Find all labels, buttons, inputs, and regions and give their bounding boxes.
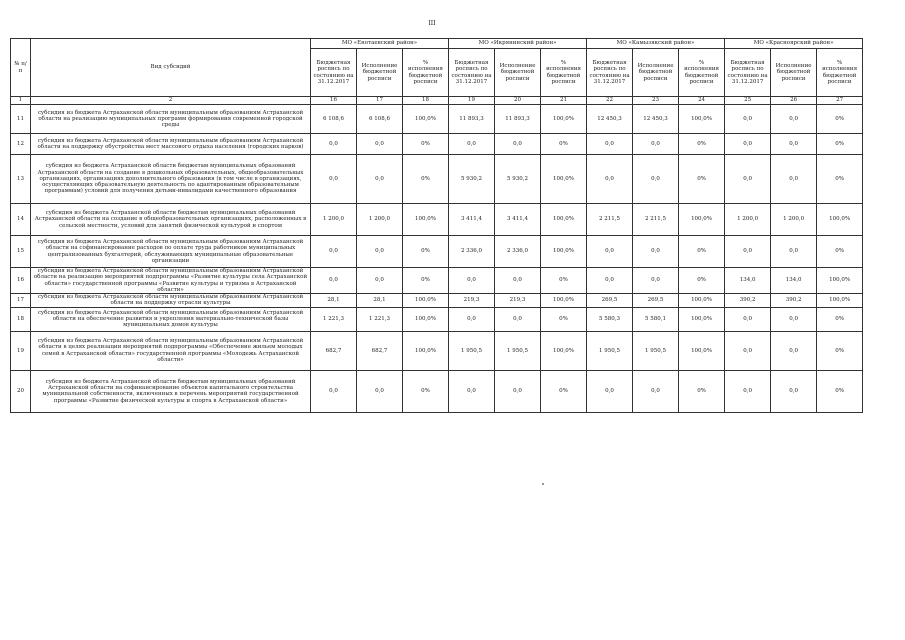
column-number: 19	[449, 97, 495, 105]
value-cell: 0,0	[587, 268, 633, 294]
header-district: МО «Икрянинский район»	[449, 39, 587, 49]
value-cell: 269,5	[587, 294, 633, 308]
value-cell: 0,0	[771, 236, 817, 268]
scan-speck	[542, 483, 544, 485]
value-cell: 0,0	[725, 331, 771, 370]
value-cell: 0,0	[495, 370, 541, 412]
value-cell: 0,0	[725, 155, 771, 204]
value-cell: 2 211,5	[633, 204, 679, 236]
value-cell: 0,0	[725, 105, 771, 134]
column-number: 26	[771, 97, 817, 105]
value-cell: 0,0	[357, 236, 403, 268]
value-cell: 0,0	[633, 236, 679, 268]
column-number: 27	[817, 97, 863, 105]
value-cell: 0%	[541, 307, 587, 331]
value-cell: 0,0	[449, 268, 495, 294]
report-sheet	[10, 38, 863, 413]
subsidy-description: субсидия из бюджета Астраханской области муниципальным образованиям Астраханской области на реализацию муниципальных программ формирования современной городской среды	[31, 105, 311, 134]
value-cell: 0%	[817, 155, 863, 204]
column-number: 21	[541, 97, 587, 105]
value-cell: 28,1	[357, 294, 403, 308]
value-cell: 0,0	[587, 155, 633, 204]
value-cell: 0,0	[725, 134, 771, 155]
value-cell: 100,0%	[817, 294, 863, 308]
value-cell: 0,0	[633, 268, 679, 294]
value-cell: 0%	[817, 236, 863, 268]
value-cell: 390,2	[771, 294, 817, 308]
header-district: МО «Камызякский район»	[587, 39, 725, 49]
value-cell: 0%	[403, 370, 449, 412]
value-cell: 0,0	[771, 105, 817, 134]
value-cell: 100,0%	[403, 294, 449, 308]
value-cell: 0,0	[771, 134, 817, 155]
header-percent: % исполнения бюджетной росписи	[817, 49, 863, 97]
row-number: 14	[11, 204, 31, 236]
header-execution: Исполнение бюджетной росписи	[357, 49, 403, 97]
header-execution: Исполнение бюджетной росписи	[633, 49, 679, 97]
value-cell: 100,0%	[541, 155, 587, 204]
header-execution: Исполнение бюджетной росписи	[771, 49, 817, 97]
value-cell: 219,3	[449, 294, 495, 308]
subsidy-description: субсидия из бюджета Астраханской области муниципальным образованиям Астраханской области на поддержку отрасли культуры	[31, 294, 311, 308]
column-number: 16	[311, 97, 357, 105]
value-cell: 1 221,3	[311, 307, 357, 331]
value-cell: 6 108,6	[357, 105, 403, 134]
header-percent: % исполнения бюджетной росписи	[403, 49, 449, 97]
row-number: 20	[11, 370, 31, 412]
value-cell: 0%	[817, 307, 863, 331]
row-number: 11	[11, 105, 31, 134]
subsidy-description: субсидия из бюджета Астраханской области муниципальным образованиям Астраханской области в целях реализации мероприятий подпрограммы «Обеспечение жильем молодых семей в Астраханской области» государственной программы «Молодежь Астраханской области»	[31, 331, 311, 370]
value-cell: 134,0	[725, 268, 771, 294]
value-cell: 0%	[403, 268, 449, 294]
column-number: 25	[725, 97, 771, 105]
value-cell: 0,0	[357, 134, 403, 155]
value-cell: 0,0	[587, 370, 633, 412]
value-cell: 0,0	[311, 134, 357, 155]
value-cell: 3 411,4	[495, 204, 541, 236]
value-cell: 1 200,0	[771, 204, 817, 236]
value-cell: 2 211,5	[587, 204, 633, 236]
value-cell: 0,0	[495, 268, 541, 294]
value-cell: 2 336,0	[449, 236, 495, 268]
value-cell: 0%	[541, 134, 587, 155]
value-cell: 0%	[541, 370, 587, 412]
header-budget-plan: Бюджетная роспись по состоянию на 31.12.2017	[449, 49, 495, 97]
value-cell: 100,0%	[817, 268, 863, 294]
value-cell: 1 200,0	[725, 204, 771, 236]
row-number: 13	[11, 155, 31, 204]
value-cell: 100,0%	[403, 307, 449, 331]
value-cell: 0,0	[311, 155, 357, 204]
value-cell: 0,0	[725, 236, 771, 268]
value-cell: 134,0	[771, 268, 817, 294]
header-execution: Исполнение бюджетной росписи	[495, 49, 541, 97]
subsidy-description: субсидия из бюджета Астраханской области муниципальным образованиям Астраханской области на обеспечение развития и укрепления материально-технической базы муниципальных домов культуры	[31, 307, 311, 331]
value-cell: 100,0%	[817, 204, 863, 236]
table-row	[11, 236, 863, 268]
value-cell: 0,0	[633, 370, 679, 412]
value-cell: 0,0	[771, 370, 817, 412]
value-cell: 682,7	[311, 331, 357, 370]
value-cell: 5 580,1	[633, 307, 679, 331]
column-number: 20	[495, 97, 541, 105]
header-budget-plan: Бюджетная роспись по состоянию на 31.12.2017	[725, 49, 771, 97]
value-cell: 100,0%	[679, 307, 725, 331]
value-cell: 6 108,6	[311, 105, 357, 134]
value-cell: 11 893,3	[495, 105, 541, 134]
row-number: 19	[11, 331, 31, 370]
column-number: 24	[679, 97, 725, 105]
value-cell: 11 893,3	[449, 105, 495, 134]
value-cell: 0,0	[449, 307, 495, 331]
value-cell: 5 930,2	[449, 155, 495, 204]
value-cell: 0,0	[311, 370, 357, 412]
table-row	[11, 307, 863, 331]
value-cell: 0,0	[311, 236, 357, 268]
value-cell: 0%	[817, 331, 863, 370]
value-cell: 0%	[817, 370, 863, 412]
value-cell: 0,0	[495, 307, 541, 331]
header-budget-plan: Бюджетная роспись по состоянию на 31.12.2017	[311, 49, 357, 97]
table-row	[11, 268, 863, 294]
page-number: III	[428, 20, 436, 27]
value-cell: 0,0	[311, 268, 357, 294]
value-cell: 1 200,0	[357, 204, 403, 236]
value-cell: 100,0%	[679, 204, 725, 236]
value-cell: 0%	[817, 134, 863, 155]
value-cell: 0%	[679, 236, 725, 268]
table-row	[11, 370, 863, 412]
column-number: 2	[31, 97, 311, 105]
table-row	[11, 331, 863, 370]
value-cell: 5 930,2	[495, 155, 541, 204]
table-row	[11, 105, 863, 134]
value-cell: 100,0%	[541, 105, 587, 134]
value-cell: 100,0%	[541, 236, 587, 268]
value-cell: 0%	[679, 370, 725, 412]
value-cell: 3 411,4	[449, 204, 495, 236]
value-cell: 0%	[679, 155, 725, 204]
header-budget-plan: Бюджетная роспись по состоянию на 31.12.2017	[587, 49, 633, 97]
table-body	[11, 105, 863, 413]
value-cell: 0%	[679, 134, 725, 155]
row-number: 16	[11, 268, 31, 294]
value-cell: 0%	[679, 268, 725, 294]
value-cell: 0,0	[771, 155, 817, 204]
column-number: 23	[633, 97, 679, 105]
subsidy-description: субсидия из бюджета Астраханской области муниципальным образованиям Астраханской области на софинансирование расходов по оплате труда работников муниципальных централизованных бухгалтерий, обслуживающих муниципальные образовательные организации	[31, 236, 311, 268]
value-cell: 0%	[817, 105, 863, 134]
column-number-row	[11, 97, 863, 105]
value-cell: 0,0	[771, 307, 817, 331]
value-cell: 269,5	[633, 294, 679, 308]
header-district: МО «Красноярский район»	[725, 39, 863, 49]
row-number: 17	[11, 294, 31, 308]
value-cell: 100,0%	[679, 331, 725, 370]
value-cell: 0,0	[725, 370, 771, 412]
row-number: 18	[11, 307, 31, 331]
value-cell: 100,0%	[541, 204, 587, 236]
subsidy-description: субсидия из бюджета Астраханской области муниципальным образованиям Астраханской области на реализацию мероприятий подпрограммы «Развитие культуры села Астраханской области» государственной программы «Развитие культуры и туризма в Астраханской области»	[31, 268, 311, 294]
value-cell: 0,0	[587, 236, 633, 268]
column-number: 18	[403, 97, 449, 105]
table-row	[11, 134, 863, 155]
subsidy-description: субсидия из бюджета Астраханской области бюджетам муниципальных образований Астраханской области на софинансирование объектов капитального строительства муниципальной собственности, включенных в перечень мероприятий государственной программы «Развитие физической культуры и спорта в Астраханской области»	[31, 370, 311, 412]
header-percent: % исполнения бюджетной росписи	[541, 49, 587, 97]
column-number: 17	[357, 97, 403, 105]
value-cell: 2 336,0	[495, 236, 541, 268]
value-cell: 5 580,3	[587, 307, 633, 331]
subsidy-description: субсидия из бюджета Астраханской области бюджетам муниципальных образований Астраханской области на создание в общеобразовательных организациях, расположенных в сельской местности, условий для занятий физической культурой и спортом	[31, 204, 311, 236]
value-cell: 0,0	[449, 134, 495, 155]
header-row-no: № п/п	[11, 39, 31, 97]
value-cell: 0,0	[633, 155, 679, 204]
value-cell: 12 450,3	[633, 105, 679, 134]
value-cell: 0,0	[771, 331, 817, 370]
value-cell: 100,0%	[679, 105, 725, 134]
header-district: МО «Енотаевский район»	[311, 39, 449, 49]
value-cell: 390,2	[725, 294, 771, 308]
subsidy-table	[10, 38, 863, 413]
value-cell: 100,0%	[403, 331, 449, 370]
value-cell: 100,0%	[541, 331, 587, 370]
subsidy-description: субсидия из бюджета Астраханской области муниципальным образованиям Астраханской области на поддержку обустройства мест массового отдыха населения (городских парков)	[31, 134, 311, 155]
table-row	[11, 294, 863, 308]
row-number: 15	[11, 236, 31, 268]
value-cell: 0%	[403, 236, 449, 268]
row-number: 12	[11, 134, 31, 155]
value-cell: 100,0%	[403, 204, 449, 236]
value-cell: 0%	[541, 268, 587, 294]
value-cell: 0,0	[449, 370, 495, 412]
value-cell: 0,0	[495, 134, 541, 155]
column-number: 1	[11, 97, 31, 105]
value-cell: 0,0	[357, 155, 403, 204]
header-kind: Вид субсидий	[31, 39, 311, 97]
table-row	[11, 204, 863, 236]
column-number: 22	[587, 97, 633, 105]
value-cell: 100,0%	[541, 294, 587, 308]
value-cell: 0,0	[587, 134, 633, 155]
value-cell: 12 450,3	[587, 105, 633, 134]
value-cell: 1 950,5	[449, 331, 495, 370]
value-cell: 1 221,3	[357, 307, 403, 331]
value-cell: 0%	[403, 134, 449, 155]
value-cell: 219,3	[495, 294, 541, 308]
value-cell: 1 950,5	[587, 331, 633, 370]
value-cell: 0,0	[725, 307, 771, 331]
value-cell: 1 950,5	[495, 331, 541, 370]
value-cell: 100,0%	[679, 294, 725, 308]
value-cell: 682,7	[357, 331, 403, 370]
value-cell: 0%	[403, 155, 449, 204]
header-percent: % исполнения бюджетной росписи	[679, 49, 725, 97]
value-cell: 0,0	[357, 370, 403, 412]
value-cell: 0,0	[357, 268, 403, 294]
value-cell: 1 950,5	[633, 331, 679, 370]
value-cell: 28,1	[311, 294, 357, 308]
subsidy-description: субсидия из бюджета Астраханской области бюджетам муниципальных образований Астраханской области на создание в дошкольных образовательных, общеобразовательных организациях, организациях дополнительного образования (в том числе в организациях, осуществляющих образовательную деятельность по адаптированным образовательным программам) условий для получения детьми-инвалидами качественного образования	[31, 155, 311, 204]
value-cell: 0,0	[633, 134, 679, 155]
value-cell: 1 200,0	[311, 204, 357, 236]
value-cell: 100,0%	[403, 105, 449, 134]
table-row	[11, 155, 863, 204]
